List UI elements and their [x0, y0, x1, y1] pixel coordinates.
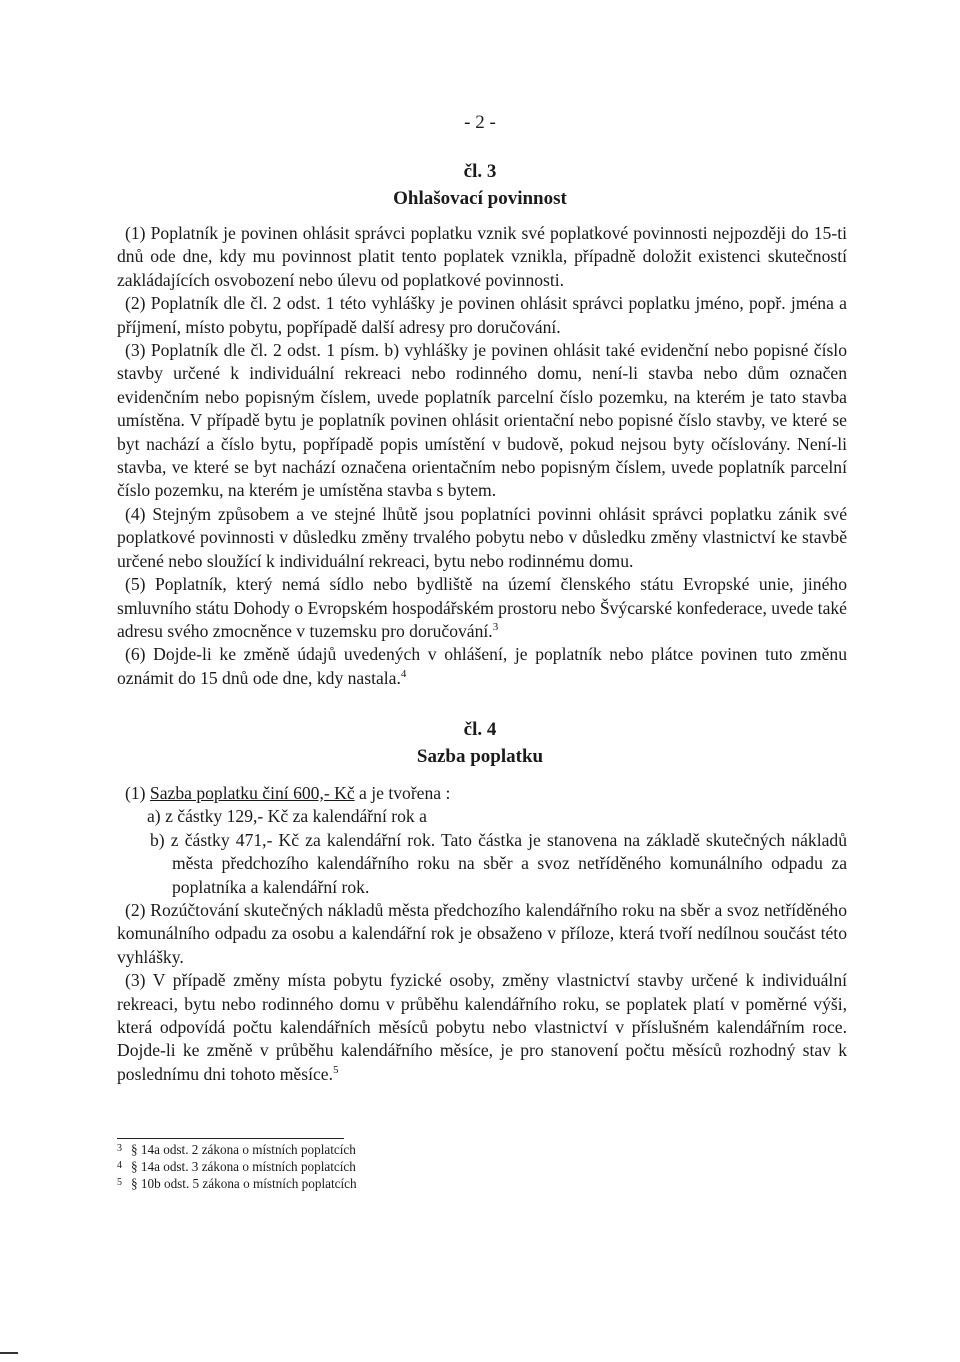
article-4-title: Sazba poplatku — [416, 746, 544, 767]
article-3-title: Ohlašovací povinnost — [393, 188, 567, 209]
page-number: - 2 - — [464, 112, 496, 133]
article-4-heading — [0, 716, 960, 770]
footnote-text: § 14a odst. 3 zákona o místních poplatcích — [131, 1159, 356, 1174]
article-4-paragraph-1 — [117, 782, 847, 805]
article-4-paragraph-3 — [117, 969, 847, 1086]
footnote-text: § 10b odst. 5 zákona o místních poplatcích — [131, 1176, 357, 1191]
article-3-paragraph-6 — [117, 643, 847, 690]
article-3-paragraph-5-text: (5) Poplatník, který nemá sídlo nebo bydliště na území členského státu Evropské unie, jiného smluvního státu Dohody o Evropském hospodářském prostoru nebo Švýcarské konfederace, uvede také adresu svého zmocněnce v tuzemsku pro doručování. — [117, 574, 847, 641]
article-3-paragraph-1: (1) Poplatník je povinen ohlásit správci poplatku vznik své poplatkové povinnosti nejpozději do 15-ti dnů ode dne, kdy mu povinnost platit tento poplatek vznikla, případně doložit existenci skutečností zakládajících osvobození nebo úlevu od poplatkové povinnosti. — [117, 223, 847, 290]
scan-edge-mark — [0, 1352, 18, 1354]
article-3-paragraph-4: (4) Stejným způsobem a ve stejné lhůtě jsou poplatníci povinni ohlásit správci poplatku zánik své poplatkové povinnosti v důsledku změny trvalého pobytu nebo v důsledku změny vlastnictví ke stavbě určené nebo sloužící k individuální rekreaci, bytu nebo rodinnému domu. — [117, 503, 847, 571]
rate-amount: Sazba poplatku činí 600,- Kč — [149, 783, 355, 803]
article-3-paragraph-6-text: (6) Dojde-li ke změně údajů uvedených v ohlášení, je poplatník nebo plátce povinen tuto změnu oznámit do 15 dnů ode dne, kdy nastala. — [117, 644, 847, 688]
footnotes — [117, 1141, 517, 1192]
footnote-5 — [117, 1175, 517, 1192]
footnote-reference-4: 4 — [400, 667, 407, 680]
rate-item-a: a) z částky 129,- Kč za kalendářní rok a — [147, 806, 427, 827]
footnote-separator — [117, 1138, 344, 1139]
rate-item-b: b) z částky 471,- Kč za kalendářní rok. Tato částka je stanovena na základě skutečných nákladů města předchozího kalendářního roku na sběr a svoz netříděného komunálního odpadu za poplatníka a kalendářní rok. — [150, 829, 847, 897]
article-4-paragraph-2: (2) Rozúčtování skutečných nákladů města předchozího kalendářního roku na sběr a svoz netříděného komunálního odpadu za osobu a kalendářní rok je obsaženo v příloze, která tvoří nedílnou součást této vyhlášky. — [117, 900, 847, 967]
footnote-mark: 5 — [117, 1177, 122, 1188]
footnote-text: § 14a odst. 2 zákona o místních poplatcích — [131, 1142, 356, 1157]
footnote-4 — [117, 1158, 517, 1175]
article-4-paragraph-3-text: (3) V případě změny místa pobytu fyzické osoby, změny vlastnictví stavby určené k individuální rekreaci, bytu nebo rodinného domu v průběhu kalendářního roku, se poplatek platí v poměrné výši, která odpovídá počtu kalendářních měsíců pobytu nebo vlastnictví v příslušném kalendářním roce. Dojde-li ke změně v průběhu kalendářního měsíce, je pro stanovení počtu měsíců rozhodný stav k poslednímu dni tohoto měsíce. — [117, 970, 847, 1084]
footnote-reference-3: 3 — [492, 621, 499, 634]
article-3-heading — [0, 158, 960, 212]
article-3-body — [117, 222, 847, 690]
footnote-reference-5: 5 — [333, 1064, 339, 1077]
article-4-body — [117, 782, 847, 1086]
footnote-mark: 4 — [117, 1160, 122, 1171]
article-3-number: čl. 3 — [463, 161, 497, 182]
article-3-paragraph-2: (2) Poplatník dle čl. 2 odst. 1 této vyhlášky je povinen ohlásit správci poplatku jméno, popř. jména a příjmení, místo pobytu, popřípadě další adresy pro doručování. — [117, 293, 847, 337]
article-4-number: čl. 4 — [463, 719, 497, 740]
article-4-paragraph-1-prefix: (1) — [125, 783, 150, 803]
footnote-mark: 3 — [117, 1143, 122, 1154]
article-3-paragraph-3: (3) Poplatník dle čl. 2 odst. 1 písm. b) vyhlášky je povinen ohlásit také evidenční nebo popisné číslo stavby určené k individuální rekreaci nebo rodinného domu, není-li stavba nebo dům označen evidenčním nebo popisným číslem, uvede poplatník parcelní číslo pozemku, na kterém je tato stavba umístěna. V případě bytu je poplatník povinen ohlásit orientační nebo popisné číslo stavby, ve které se byt nachází a číslo bytu, popřípadě popis umístění v budově, pokud nejsou byty očíslovány. Není-li stavba, ve které se byt nachází označena orientačním nebo popisným číslem, uvede poplatník parcelní číslo pozemku, na kterém je umístěna stavba s bytem. — [117, 340, 847, 501]
article-4-paragraph-1-suffix: a je tvořena : — [354, 783, 451, 803]
article-3-paragraph-5 — [117, 573, 847, 643]
footnote-3 — [117, 1141, 517, 1158]
